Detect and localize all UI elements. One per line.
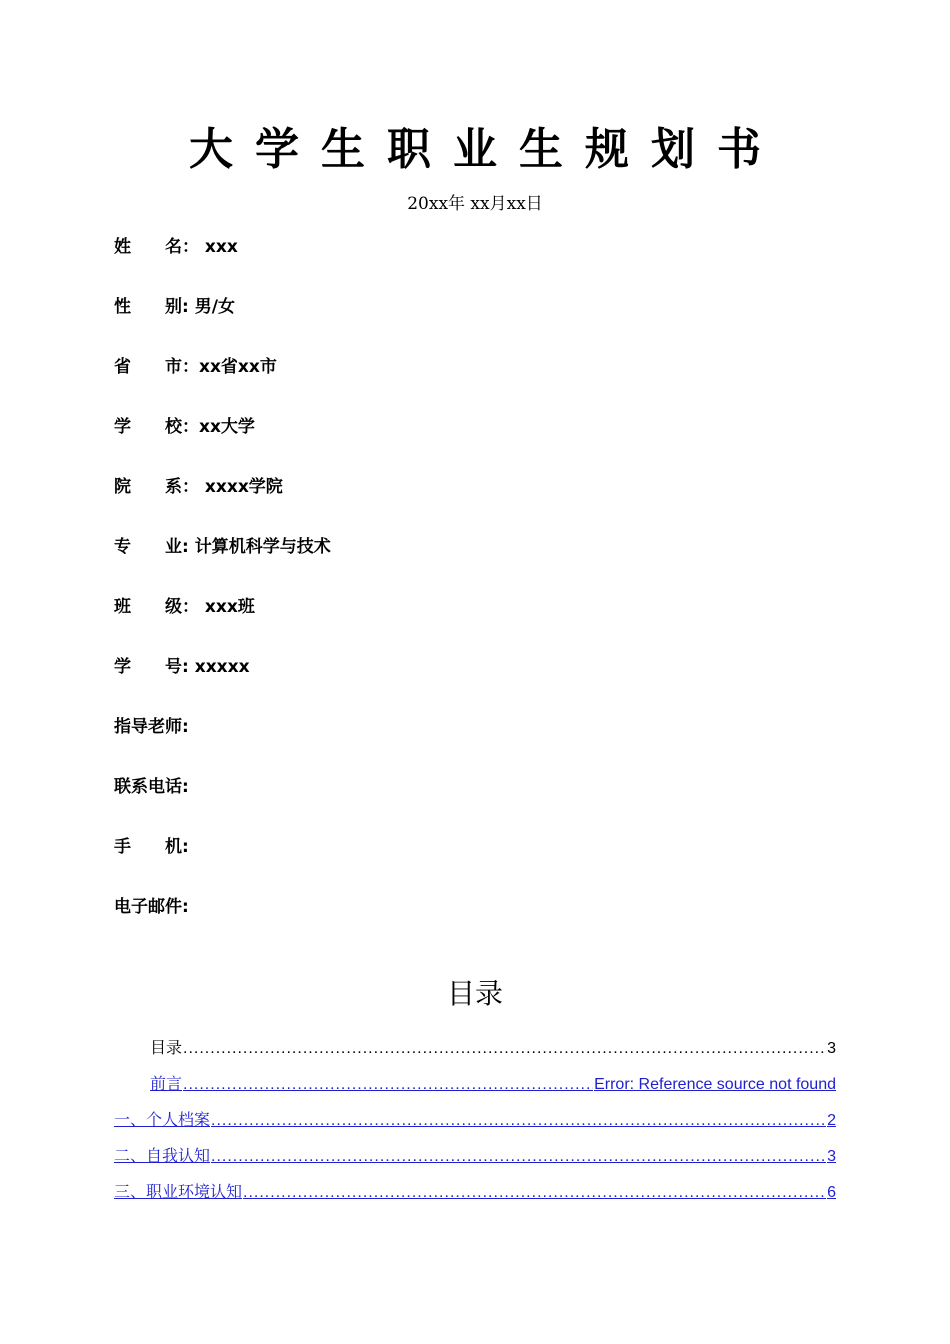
toc-leader-dots	[211, 1145, 826, 1169]
info-label: 电子邮件:	[114, 897, 189, 917]
toc-entry-page: Error: Reference source not found	[594, 1076, 836, 1093]
toc-entry-page: 2	[827, 1112, 836, 1129]
info-row-gender	[114, 294, 834, 354]
toc-entry-text: 前言	[150, 1074, 183, 1093]
toc-heading: 目录	[446, 977, 503, 1010]
info-value: xxxx学院	[199, 477, 283, 497]
info-label: 班 级：	[114, 597, 199, 617]
info-value: xxxxx	[188, 657, 250, 677]
info-label: 指导老师:	[114, 717, 189, 737]
toc-entry-career-environment[interactable]	[114, 1180, 836, 1216]
info-value: xx省xx市	[199, 357, 277, 377]
info-row-department	[114, 474, 834, 534]
toc-entry-page: 3	[827, 1148, 836, 1165]
toc-entry-self-awareness[interactable]	[114, 1144, 836, 1180]
info-row-school	[114, 414, 834, 474]
info-label: 学 号:	[114, 657, 189, 677]
toc-entry-contents[interactable]	[114, 1036, 836, 1072]
info-label: 省 市：	[114, 357, 199, 377]
info-value: 男/女	[188, 297, 235, 317]
info-label: 院 系：	[114, 477, 199, 497]
info-value: 计算机科学与技术	[188, 537, 331, 557]
table-of-contents	[114, 1036, 836, 1216]
info-label: 手 机:	[114, 837, 189, 857]
toc-leader-dots	[243, 1181, 826, 1205]
toc-entry-text: 三、职业环境认知	[114, 1182, 243, 1201]
info-row-student-id	[114, 654, 834, 714]
toc-leader-dots	[183, 1037, 826, 1061]
info-value: xx大学	[199, 417, 255, 437]
toc-entry-page: 6	[827, 1184, 836, 1201]
document-title: 大学生职业生规划书	[189, 124, 783, 175]
toc-entry-text: 二、自我认知	[114, 1146, 211, 1165]
info-row-advisor	[114, 714, 834, 774]
info-label: 姓 名：	[114, 237, 199, 257]
toc-entry-personal-profile[interactable]	[114, 1108, 836, 1144]
info-label: 联系电话:	[114, 777, 189, 797]
toc-entry-preface[interactable]	[114, 1072, 836, 1108]
toc-leader-dots	[211, 1109, 826, 1133]
info-label: 性 别:	[114, 297, 189, 317]
info-value: xxx班	[199, 597, 255, 617]
info-label: 学 校：	[114, 417, 199, 437]
toc-leader-dots	[183, 1073, 593, 1097]
info-row-phone	[114, 774, 834, 834]
info-row-major	[114, 534, 834, 594]
info-row-mobile	[114, 834, 834, 894]
toc-entry-page: 3	[827, 1040, 836, 1057]
info-value: xxx	[199, 237, 238, 257]
info-row-email	[114, 894, 834, 954]
info-row-class	[114, 594, 834, 654]
document-date: 20xx年 xx月xx日	[407, 194, 543, 214]
personal-info-list	[114, 234, 834, 954]
info-row-province	[114, 354, 834, 414]
info-label: 专 业:	[114, 537, 189, 557]
toc-entry-text: 一、个人档案	[114, 1110, 211, 1129]
toc-entry-text: 目录	[150, 1038, 183, 1057]
info-row-name	[114, 234, 834, 294]
